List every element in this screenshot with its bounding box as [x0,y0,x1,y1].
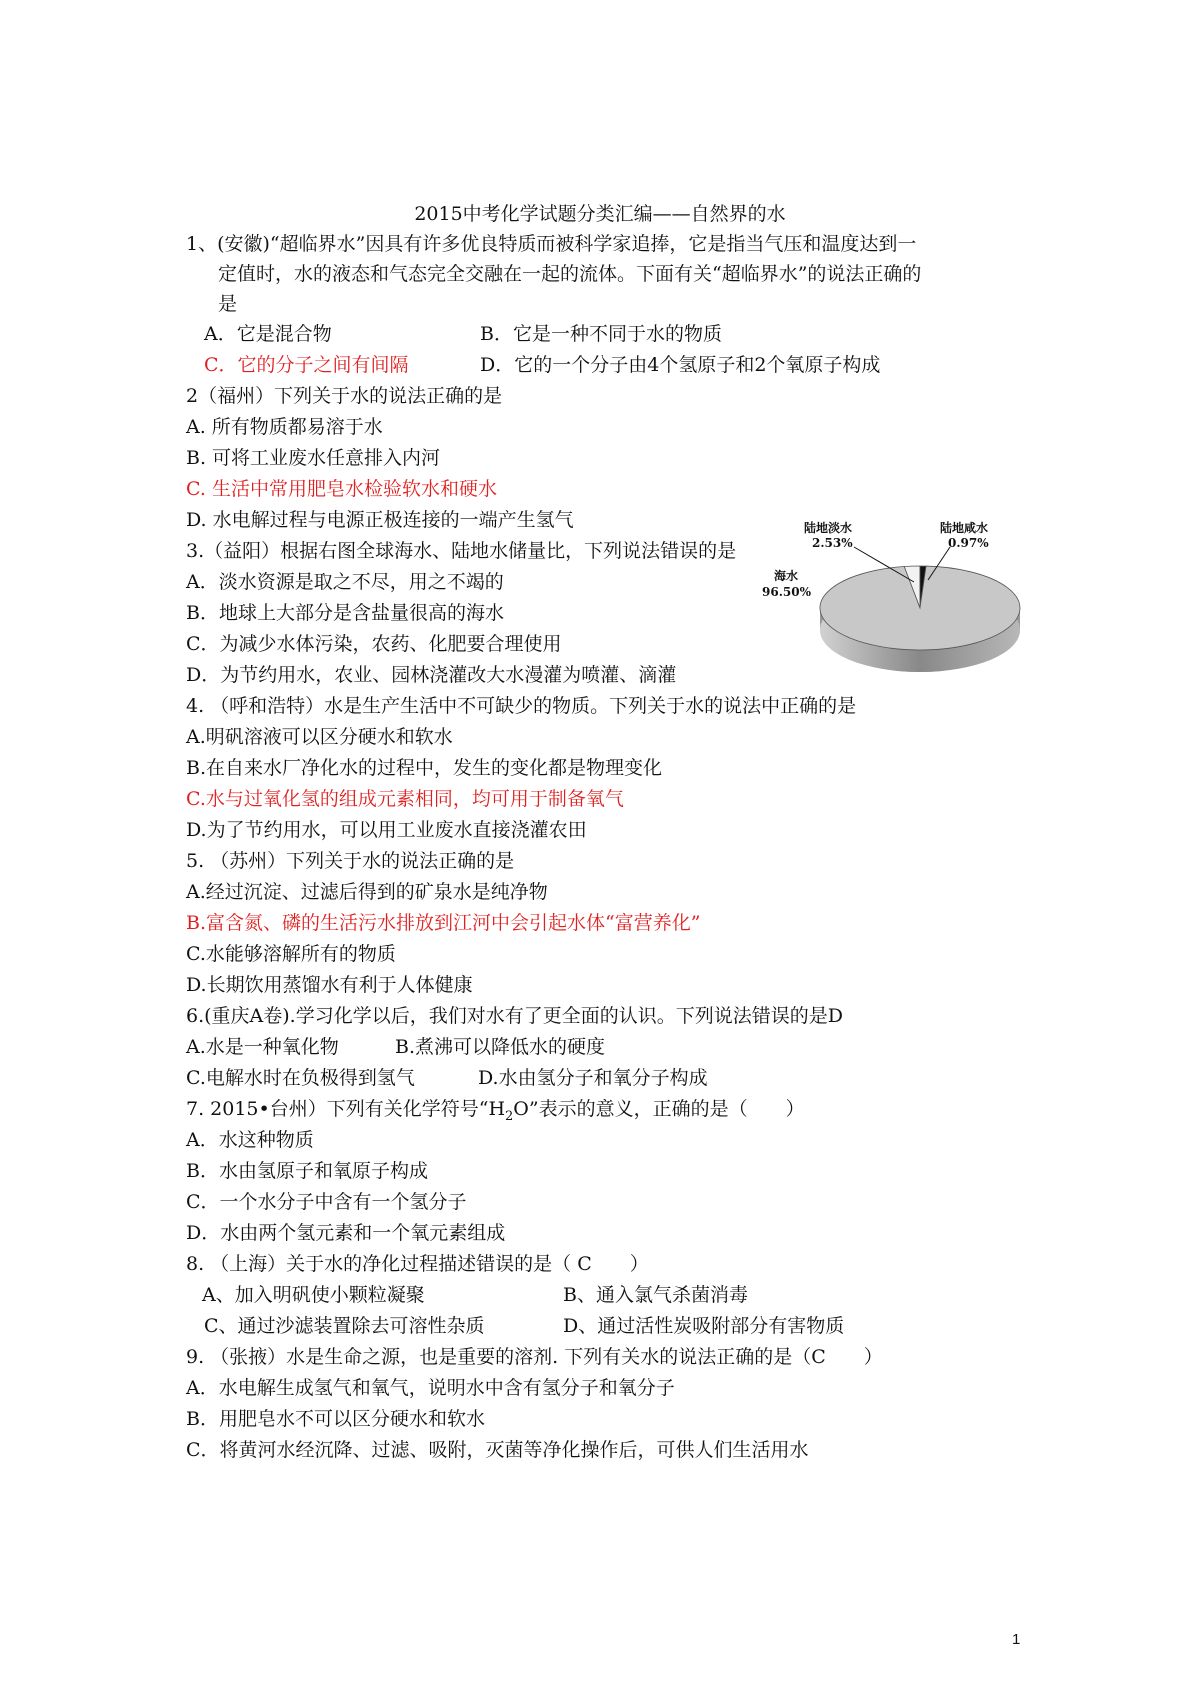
q7-option-a: A．水这种物质 [186,1129,314,1151]
q5-option-a: A.经过沉淀、过滤后得到的矿泉水是纯净物 [186,881,548,903]
q6-option-a: A.水是一种氧化物 [186,1036,339,1058]
q4-stem: 4. （呼和浩特）水是生产生活中不可缺少的物质。下列关于水的说法中正确的是 [186,695,857,717]
q8-option-a: A、加入明矾使小颗粒凝聚 [202,1284,425,1306]
q9-option-c: C．将黄河水经沉降、过滤、吸附，灭菌等净化操作后，可供人们生活用水 [186,1439,809,1461]
q4-option-d: D.为了节约用水，可以用工业废水直接浇灌农田 [186,819,587,841]
water-storage-pie-chart [762,512,1042,687]
q9-stem: 9. （张掖）水是生命之源，也是重要的溶剂. 下列有关水的说法正确的是（C ） [186,1346,883,1368]
q8-option-b: B、通入氯气杀菌消毒 [563,1284,748,1306]
q6-option-c: C.电解水时在负极得到氢气 [186,1067,415,1089]
fresh-water-value: 2.53% [812,536,853,550]
q9-option-a: A．水电解生成氢气和氧气，说明水中含有氢分子和氧分子 [186,1377,675,1399]
q7-stem [186,1097,805,1129]
q1-option-c-answer: C．它的分子之间有间隔 [204,354,409,376]
q4-option-b: B.在自来水厂净化水的过程中，发生的变化都是物理变化 [186,757,663,779]
q7-option-c: C．一个水分子中含有一个氢分子 [186,1191,467,1213]
q4-option-c-answer: C.水与过氧化氢的组成元素相同，均可用于制备氧气 [186,788,624,810]
q2-option-d: D. 水电解过程与电源正极连接的一端产生氢气 [186,509,574,531]
q6-stem: 6.(重庆A卷).学习化学以后，我们对水有了更全面的认识。下列说法错误的是D [186,1005,843,1027]
page-title: 2015中考化学试题分类汇编——自然界的水 [414,203,786,225]
q8-option-c: C、通过沙滤装置除去可溶性杂质 [204,1315,485,1337]
q7-stem-part2: O”表示的意义，正确的是（ ） [513,1098,805,1120]
q2-option-c-answer: C. 生活中常用肥皂水检验软水和硬水 [186,478,497,500]
q5-stem: 5. （苏州）下列关于水的说法正确的是 [186,850,515,872]
q1-option-d: D．它的一个分子由4个氢原子和2个氧原子构成 [480,354,881,376]
q1-option-a: A．它是混合物 [204,323,332,345]
salt-water-label: 陆地咸水 [940,521,989,535]
q1-stem-line3: 是 [218,293,238,315]
q5-option-d: D.长期饮用蒸馏水有利于人体健康 [186,974,473,996]
q5-option-b-answer: B.富含氮、磷的生活污水排放到江河中会引起水体“富营养化” [186,912,701,934]
q6-option-b: B.煮沸可以降低水的硬度 [395,1036,606,1058]
page-number: 1 [1012,1631,1021,1648]
q5-option-c: C.水能够溶解所有的物质 [186,943,396,965]
q3-option-c: C．为减少水体污染，农药、化肥要合理使用 [186,633,562,655]
q7-stem-part1: 7. 2015•台州）下列有关化学符号“H [186,1098,506,1120]
q7-option-b: B．水由氢原子和氧原子构成 [186,1160,428,1182]
q1-stem-line2: 定值时，水的液态和气态完全交融在一起的流体。下面有关“超临界水”的说法正确的 [218,263,922,285]
q2-option-a: A. 所有物质都易溶于水 [186,416,383,438]
q8-stem: 8. （上海）关于水的净化过程描述错误的是（ C ） [186,1253,649,1275]
q3-option-a: A．淡水资源是取之不尽，用之不竭的 [186,571,504,593]
sea-water-label: 海水 [774,569,799,583]
sea-water-value: 96.50% [762,585,811,599]
q1-stem-line1: 1、(安徽)“超临界水”因具有许多优良特质而被科学家追捧，它是指当气压和温度达到一 [186,233,917,255]
q4-option-a: A.明矾溶液可以区分硬水和软水 [186,726,453,748]
q3-stem: 3.（益阳）根据右图全球海水、陆地水储量比，下列说法错误的是 [186,540,737,562]
q2-option-b: B. 可将工业废水任意排入内河 [186,447,441,469]
q2-stem: 2（福州）下列关于水的说法正确的是 [186,385,503,407]
salt-water-value: 0.97% [948,536,989,550]
q3-option-d: D．为节约用水，农业、园林浇灌改大水漫灌为喷灌、滴灌 [186,664,677,686]
q9-option-b: B．用肥皂水不可以区分硬水和软水 [186,1408,485,1430]
q3-option-b: B．地球上大部分是含盐量很高的海水 [186,602,504,624]
q6-option-d: D.水由氢分子和氧分子构成 [478,1067,708,1089]
q8-option-d: D、通过活性炭吸附部分有害物质 [563,1315,845,1337]
q7-option-d: D．水由两个氢元素和一个氧元素组成 [186,1222,506,1244]
fresh-water-label: 陆地淡水 [804,521,853,535]
q7-subscript: 2 [505,1108,514,1124]
q1-option-b: B．它是一种不同于水的物质 [480,323,722,345]
